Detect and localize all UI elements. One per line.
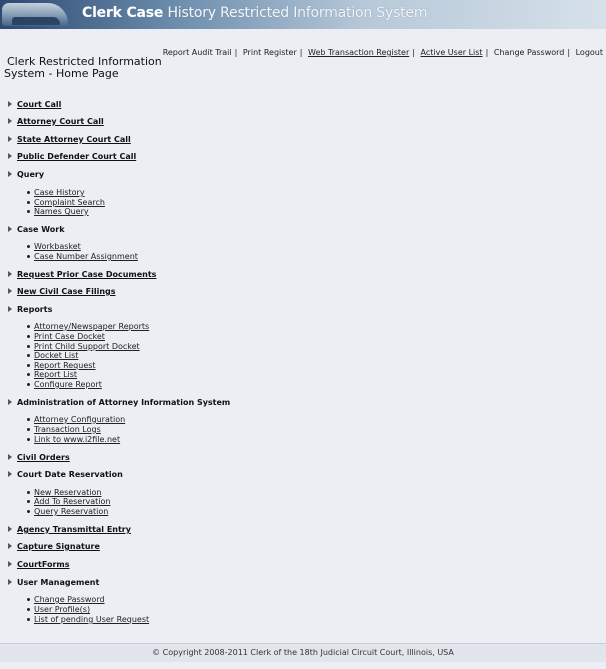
- bullet-icon: [27, 438, 30, 441]
- list-item: [27, 615, 149, 624]
- case-history-link[interactable]: Case History: [34, 188, 85, 197]
- list-item: [27, 497, 110, 506]
- bullet-icon: [27, 201, 30, 204]
- bullet-icon: [27, 345, 30, 348]
- top-navigation: Report Audit Trail | Print Register | Web Transaction Register | Active User List | Change Password | Logout: [162, 48, 603, 57]
- arrow-icon: [8, 579, 12, 585]
- bullet-icon: [27, 373, 30, 376]
- bullet-icon: [27, 491, 30, 494]
- menu-query: [8, 170, 44, 179]
- workbasket-link[interactable]: Workbasket: [34, 242, 81, 251]
- arrow-icon: [8, 271, 12, 277]
- menu-public-defender-court-call: [8, 152, 136, 161]
- arrow-icon: [8, 306, 12, 312]
- banner-title-rest: History Restricted Information System: [163, 5, 428, 21]
- configure-report-link[interactable]: Configure Report: [34, 380, 102, 389]
- query-heading: Query: [17, 170, 45, 179]
- menu-case-work: [8, 225, 65, 234]
- list-item: [27, 342, 140, 351]
- bullet-icon: [27, 191, 30, 194]
- attorney-court-call-link[interactable]: Attorney Court Call: [17, 117, 104, 126]
- list-item: [27, 507, 108, 516]
- arrow-icon: [8, 399, 12, 405]
- arrow-icon: [8, 543, 12, 549]
- banner-title: [82, 5, 427, 21]
- change-password-link[interactable]: Change Password: [34, 595, 105, 604]
- list-item: [27, 332, 105, 341]
- logo-image: [2, 3, 68, 26]
- nav-print-register[interactable]: Print Register: [242, 48, 297, 57]
- list-item: [27, 415, 125, 424]
- menu-court-date-reservation: [8, 470, 123, 479]
- arrow-icon: [8, 471, 12, 477]
- menu-court-call: [8, 100, 61, 109]
- state-attorney-court-call-link[interactable]: State Attorney Court Call: [17, 135, 131, 144]
- list-item: [27, 488, 101, 497]
- print-child-support-docket-link[interactable]: Print Child Support Docket: [34, 342, 140, 351]
- bullet-icon: [27, 598, 30, 601]
- complaint-search-link[interactable]: Complaint Search: [34, 198, 105, 207]
- bullet-icon: [27, 608, 30, 611]
- bullet-icon: [27, 245, 30, 248]
- footer-copyright: © Copyright 2008-2011 Clerk of the 18th Judicial Circuit Court, Illinois, USA: [0, 643, 606, 662]
- arrow-icon: [8, 526, 12, 532]
- bullet-icon: [27, 255, 30, 258]
- bullet-icon: [27, 618, 30, 621]
- page-title-line1: Clerk Restricted Information: [7, 55, 162, 68]
- transaction-logs-link[interactable]: Transaction Logs: [34, 425, 101, 434]
- logo-car-shape: [12, 17, 60, 25]
- list-item: [27, 242, 81, 251]
- list-item: [27, 351, 78, 360]
- menu-capture-signature: [8, 542, 100, 551]
- list-item: [27, 252, 138, 261]
- arrow-icon: [8, 101, 12, 107]
- list-item: [27, 435, 120, 444]
- bullet-icon: [27, 500, 30, 503]
- menu-user-management: [8, 578, 99, 587]
- court-date-reservation-heading: Court Date Reservation: [17, 470, 123, 479]
- menu-state-attorney-court-call: [8, 135, 131, 144]
- menu-courtforms: [8, 560, 70, 569]
- civil-orders-link[interactable]: Civil Orders: [17, 453, 70, 462]
- report-list-link[interactable]: Report List: [34, 370, 78, 379]
- court-call-link[interactable]: Court Call: [17, 100, 62, 109]
- case-number-assignment-link[interactable]: Case Number Assignment: [34, 252, 138, 261]
- bullet-icon: [27, 428, 30, 431]
- nav-logout[interactable]: Logout: [575, 48, 603, 57]
- list-item: [27, 361, 96, 370]
- menu-reports: [8, 305, 52, 314]
- bullet-icon: [27, 325, 30, 328]
- case-work-heading: Case Work: [17, 225, 65, 234]
- nav-active-user-list[interactable]: Active User List: [420, 48, 483, 57]
- arrow-icon: [8, 171, 12, 177]
- nav-change-password[interactable]: Change Password: [493, 48, 565, 57]
- nav-report-audit-trail[interactable]: Report Audit Trail: [162, 48, 232, 57]
- arrow-icon: [8, 118, 12, 124]
- list-item: [27, 322, 149, 331]
- docket-list-link[interactable]: Docket List: [34, 351, 79, 360]
- query-reservation-link[interactable]: Query Reservation: [34, 507, 109, 516]
- request-prior-case-documents-link[interactable]: Request Prior Case Documents: [17, 270, 157, 279]
- administration-heading: Administration of Attorney Information System: [17, 398, 231, 407]
- list-item: [27, 370, 77, 379]
- arrow-icon: [8, 153, 12, 159]
- menu-administration: [8, 398, 230, 407]
- list-item: [27, 605, 90, 614]
- bullet-icon: [27, 364, 30, 367]
- arrow-icon: [8, 454, 12, 460]
- user-profiles-link[interactable]: User Profile(s): [34, 605, 91, 614]
- banner-title-bold: Clerk Case: [82, 5, 164, 21]
- pending-user-request-link[interactable]: List of pending User Request: [34, 615, 150, 624]
- bullet-icon: [27, 510, 30, 513]
- public-defender-court-call-link[interactable]: Public Defender Court Call: [17, 152, 137, 161]
- menu-agency-transmittal-entry: [8, 525, 131, 534]
- list-item: [27, 425, 101, 434]
- attorney-configuration-link[interactable]: Attorney Configuration: [34, 415, 126, 424]
- header-banner: [0, 0, 606, 29]
- bullet-icon: [27, 418, 30, 421]
- bullet-icon: [27, 335, 30, 338]
- list-item: [27, 595, 105, 604]
- arrow-icon: [8, 226, 12, 232]
- new-civil-case-filings-link[interactable]: New Civil Case Filings: [17, 287, 116, 296]
- page-title-line2: System - Home Page: [4, 67, 119, 80]
- capture-signature-link[interactable]: Capture Signature: [17, 542, 100, 551]
- menu-civil-orders: [8, 453, 70, 462]
- print-case-docket-link[interactable]: Print Case Docket: [34, 332, 105, 341]
- list-item: [27, 380, 102, 389]
- names-query-link[interactable]: Names Query: [34, 207, 89, 216]
- arrow-icon: [8, 288, 12, 294]
- list-item: [27, 198, 105, 207]
- list-item: [27, 207, 89, 216]
- bullet-icon: [27, 354, 30, 357]
- attorney-newspaper-reports-link[interactable]: Attorney/Newspaper Reports: [34, 322, 150, 331]
- user-management-heading: User Management: [17, 578, 100, 587]
- menu-new-civil-case-filings: [8, 287, 116, 296]
- arrow-icon: [8, 561, 12, 567]
- i2file-link[interactable]: Link to www.i2file.net: [34, 435, 121, 444]
- report-request-link[interactable]: Report Request: [34, 361, 96, 370]
- arrow-icon: [8, 136, 12, 142]
- bullet-icon: [27, 383, 30, 386]
- reports-heading: Reports: [17, 305, 53, 314]
- courtforms-link[interactable]: CourtForms: [17, 560, 70, 569]
- nav-web-transaction-register[interactable]: Web Transaction Register: [308, 48, 410, 57]
- new-reservation-link[interactable]: New Reservation: [34, 488, 102, 497]
- menu-request-prior-case-documents: [8, 270, 156, 279]
- add-to-reservation-link[interactable]: Add To Reservation: [34, 497, 111, 506]
- bullet-icon: [27, 210, 30, 213]
- page-title: [4, 56, 174, 80]
- menu-attorney-court-call: [8, 117, 104, 126]
- list-item: [27, 188, 85, 197]
- agency-transmittal-entry-link[interactable]: Agency Transmittal Entry: [17, 525, 131, 534]
